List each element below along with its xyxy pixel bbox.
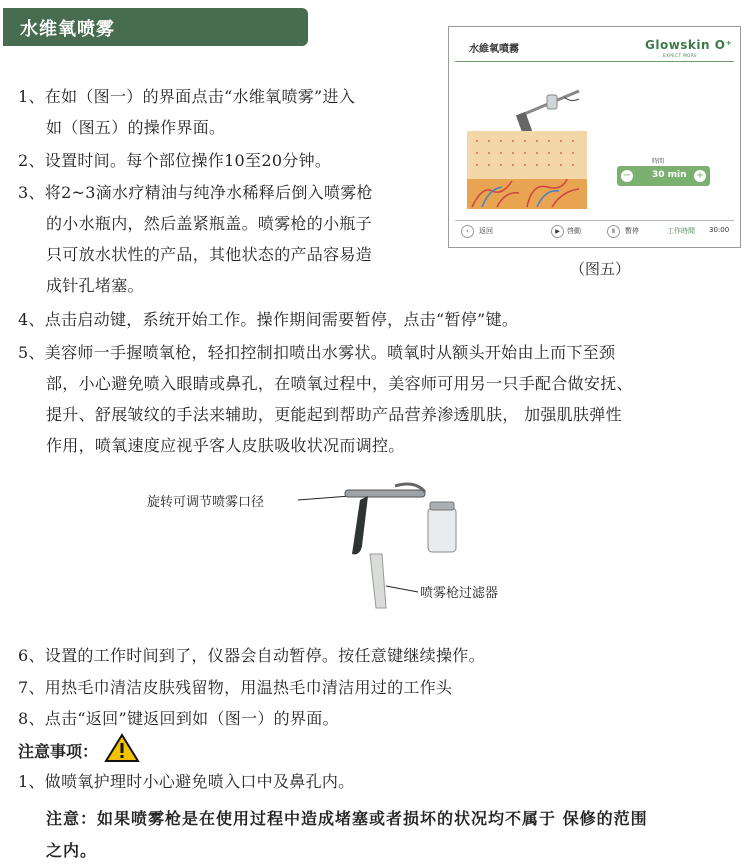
pause-icon[interactable]: Ⅱ — [607, 225, 620, 238]
brand-tagline: EXPECT MORE — [663, 53, 698, 58]
step-7: 7、用热毛巾清洁皮肤残留物，用温热毛巾清洁用过的工作头 — [18, 678, 453, 697]
warning-icon — [104, 733, 140, 763]
step-5-line-4: 作用，喷氧速度应视乎客人皮肤吸收状况而调控。 — [46, 436, 405, 455]
step-3-line-3: 只可放水状性的产品，其他状态的产品容易造 — [46, 245, 373, 264]
screen-bottom-bar — [455, 220, 734, 241]
step-3-line-4: 成针孔堵塞。 — [46, 276, 144, 295]
work-time-value: 30:00 — [709, 226, 730, 234]
warning-text-line-1: 注意：如果喷雾枪是在使用过程中造成堵塞或者损坏的状况均不属于 保修的范围 — [46, 809, 648, 828]
time-label: 時間 — [652, 158, 665, 165]
start-label[interactable]: 啓動 — [567, 227, 581, 235]
brand-logo: Glowskin O⁺ — [645, 38, 733, 52]
pause-label[interactable]: 暫停 — [625, 227, 639, 235]
time-value: 30 min — [652, 170, 687, 180]
step-1-line-1: 1、在如（图一）的界面点击“水维氧喷雾”进入 — [18, 87, 356, 106]
step-5-line-3: 提升、舒展皱纹的手法来辅助，更能起到帮助产品营养渗透肌肤， 加强肌肤弹性 — [46, 405, 622, 424]
step-4: 4、点击启动键，系统开始工作。操作期间需要暂停，点击“暂停”键。 — [18, 310, 519, 329]
notice-title: 注意事项： — [18, 742, 99, 761]
time-decrease-button[interactable]: − — [622, 170, 632, 181]
section-title: 水维氧喷雾 — [20, 19, 115, 40]
skin-vessels-illustration — [467, 131, 587, 209]
step-5-line-1: 5、美容师一手握喷氧枪，轻扣控制扣喷出水雾状。喷氧时从额头开始由上而下至颈 — [18, 343, 616, 362]
notice-item-1: 1、做喷氧护理时小心避免喷入口中及鼻孔内。 — [18, 772, 355, 791]
time-increase-button[interactable]: + — [695, 170, 705, 181]
time-control — [617, 166, 710, 186]
work-time-label: 工作時間 — [667, 227, 695, 235]
warning-text-line-2: 之内。 — [46, 841, 98, 860]
skin-cross-section — [467, 131, 587, 209]
screen-title: 水維氧噴霧 — [469, 44, 519, 55]
filter-label: 喷雾枪过滤器 — [420, 586, 499, 601]
step-8: 8、点击“返回”键返回到如（图一）的界面。 — [18, 709, 339, 728]
step-3-line-1: 3、将2~3滴水疗精油与纯净水稀释后倒入喷雾枪 — [18, 183, 373, 202]
play-icon[interactable]: ▶ — [551, 225, 564, 238]
step-5-line-2: 部，小心避免喷入眼睛或鼻孔，在喷氧过程中，美容师可用另一只手配合做安抚、 — [46, 374, 633, 393]
step-6: 6、设置的工作时间到了，仪器会自动暂停。按任意键继续操作。 — [18, 646, 485, 665]
step-1-line-2: 如（图五）的操作界面。 — [46, 118, 226, 137]
step-2: 2、设置时间。每个部位操作10至20分钟。 — [18, 151, 332, 170]
spray-gun-illustration — [509, 77, 589, 137]
nozzle-label: 旋转可调节喷雾口径 — [147, 495, 265, 510]
back-label[interactable]: 返回 — [479, 227, 493, 235]
figure-caption: （图五） — [570, 260, 631, 278]
screen-divider — [455, 61, 734, 62]
step-3-line-2: 的小水瓶内，然后盖紧瓶盖。喷雾枪的小瓶子 — [46, 214, 373, 233]
spray-gun-photo — [290, 478, 470, 628]
back-icon[interactable]: ‹ — [461, 225, 474, 238]
device-screen-figure — [448, 26, 741, 248]
